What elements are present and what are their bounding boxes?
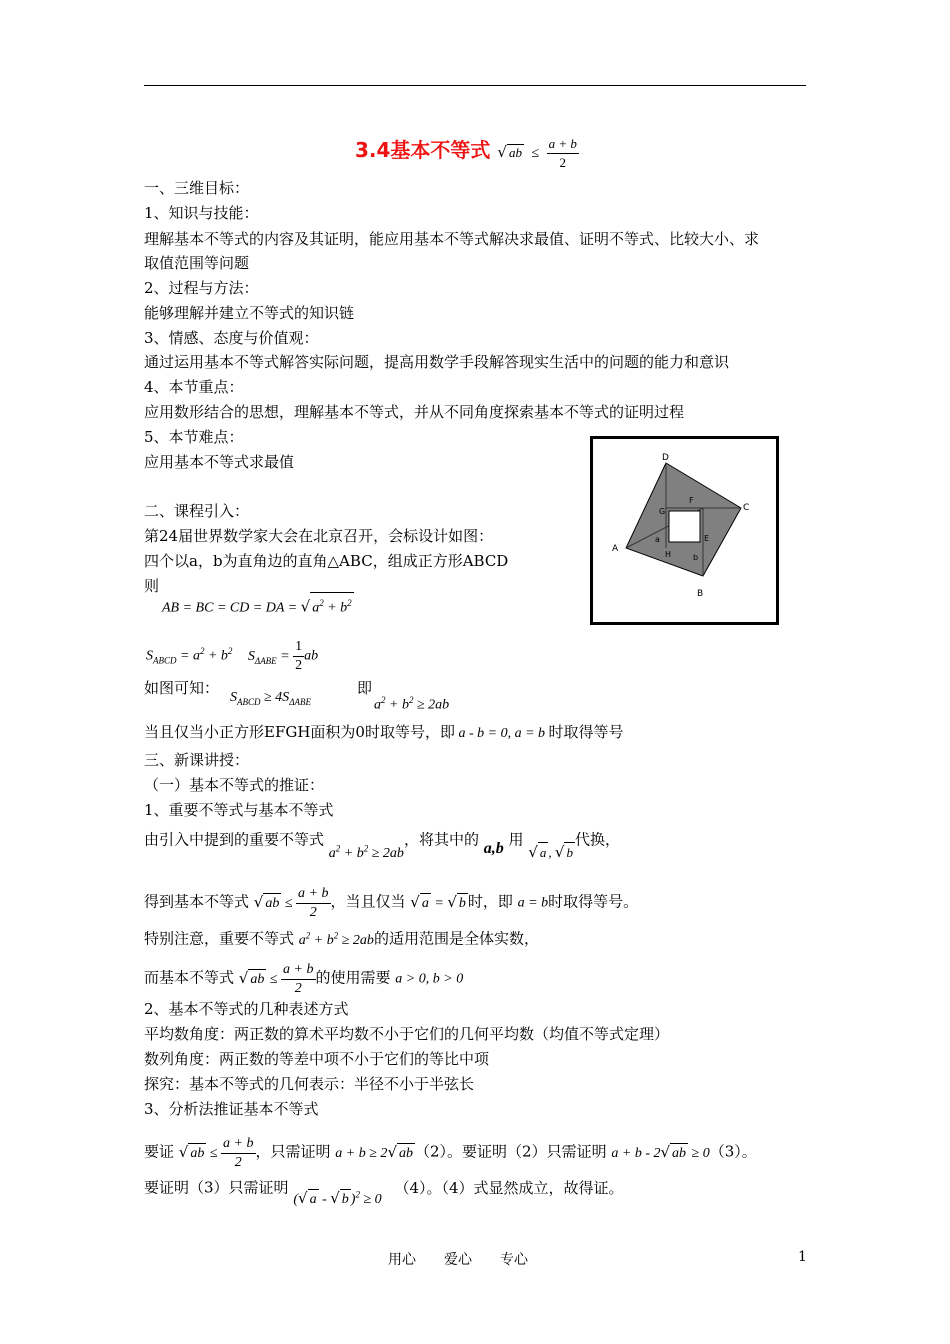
ji-label: 即 — [357, 679, 373, 697]
page-title: 3.4基本不等式 √ ab ≤ $\frac{a + b}{2}$ — [355, 136, 577, 171]
lecture-heading: 三、新课讲授： — [144, 751, 250, 769]
label-side-a: a — [655, 535, 660, 544]
section-2-line-1: 平均数角度：两正数的算术平均数不小于它们的几何平均数（均值不等式定理） — [144, 1025, 670, 1043]
section-2-line-3: 探究：基本不等式的几何表示：半径不小于半弦长 — [144, 1075, 475, 1093]
section-3-heading: 3、分析法推证基本不等式 — [144, 1100, 319, 1118]
intro-line-3: 则 — [144, 577, 160, 595]
header-rule — [144, 85, 806, 86]
footer-motto: 用心 爱心 专心 — [388, 1252, 528, 1268]
objective-1-heading: 1、知识与技能： — [144, 204, 259, 222]
section-1-line-4: 而基本不等式 √ ab ≤ $\frac{a + b}{2}$ 的使用需要 a > 0, b > 0 — [144, 962, 464, 996]
objective-3-heading: 3、情感、态度与价值观： — [144, 329, 319, 347]
label-b: B — [697, 589, 704, 599]
intro-line-1: 第24届世界数学家大会在北京召开，会标设计如图： — [144, 527, 494, 545]
section-1-line-1: 由引入中提到的重要不等式 $a^2 + b^2 \ge 2ab$，将其中的 a,b 用 √ a , √ b代换， — [144, 830, 620, 861]
label-side-b: b — [693, 553, 699, 562]
equation-important: $a^2 + b^2 \ge 2ab$ — [374, 695, 450, 713]
equation-area: $S_{ABCD} = a^2 + b^2$ $S_{\Delta ABE}$ = $\frac{1}{2}$ ab — [146, 639, 319, 673]
objective-5-text: 应用基本不等式求最值 — [144, 453, 295, 471]
equation-area-compare: $S_{ABCD} \ge 4S_{\Delta ABE}$ — [230, 690, 311, 707]
objective-1-text: 理解基本不等式的内容及其证明，能应用基本不等式解决求最值、证明不等式、比较大小、求 — [144, 230, 760, 248]
ruguo-label: 如图可知： — [144, 679, 220, 697]
intro-line-2: 四个以a，b为直角边的直角△ABC，组成正方形ABCD — [144, 552, 509, 570]
section-2-heading: 2、基本不等式的几种表述方式 — [144, 1000, 349, 1018]
label-d: D — [662, 453, 669, 463]
label-e: E — [704, 534, 710, 543]
label-h: H — [665, 550, 672, 559]
intro-heading: 二、课程引入： — [144, 502, 250, 520]
objective-1-text-cont: 取值范围等问题 — [144, 254, 250, 272]
objective-5-heading: 5、本节难点： — [144, 428, 244, 446]
label-c: C — [743, 503, 750, 513]
objective-2-text: 能够理解并建立不等式的知识链 — [144, 304, 355, 322]
inner-square-efgh — [669, 511, 700, 542]
equality-condition: 当且仅当小正方形EFGH面积为0时取等号，即 a - b = 0, a = b 时取得等号 — [144, 723, 624, 741]
section-3-line-2: 要证明（3）只需证明 (√ a - √ b )$^2$ ≥ 0 （4）。（4）式显然成立，故得证。 — [144, 1174, 624, 1200]
label-g: G — [659, 507, 666, 516]
section-3-line-1: 要证 √ ab ≤ $\frac{a + b}{2}$ ，只需证明 a + b ≥ 2√ ab （2）。要证明（2）只需证明 a + b - 2√ ab ≥ 0（3）。 — [144, 1136, 757, 1170]
objective-4-heading: 4、本节重点： — [144, 378, 244, 396]
objective-3-text: 通过运用基本不等式解答实际问题，提高用数学手段解答现实生活中的问题的能力和意识 — [144, 353, 730, 371]
objective-4-text: 应用数形结合的思想，理解基本不等式，并从不同角度探索基本不等式的证明过程 — [144, 403, 685, 421]
label-f: F — [689, 496, 694, 505]
objective-2-heading: 2、过程与方法： — [144, 279, 259, 297]
section-1-line-3: 特别注意，重要不等式 $a^2 + b^2 \ge 2ab$的适用范围是全体实数， — [144, 929, 539, 948]
objectives-heading: 一、三维目标： — [144, 179, 250, 197]
equation-sides: AB = BC = CD = DA = √ $a^2 + b^2$ — [162, 592, 354, 619]
lecture-subheading: （一）基本不等式的推证： — [144, 776, 325, 794]
section-1-heading: 1、重要不等式与基本不等式 — [144, 801, 334, 819]
page-number: 1 — [798, 1249, 807, 1265]
conference-logo-figure — [590, 436, 779, 625]
label-a: A — [612, 544, 619, 554]
section-1-line-2: 得到基本不等式 √ ab ≤ $\frac{a + b}{2}$ ，当且仅当 √ a = √ b 时，即 a = b时取得等号。 — [144, 886, 639, 920]
pythagorean-square-diagram — [593, 439, 776, 622]
section-2-line-2: 数列角度：两正数的等差中项不小于它们的等比中项 — [144, 1050, 490, 1068]
